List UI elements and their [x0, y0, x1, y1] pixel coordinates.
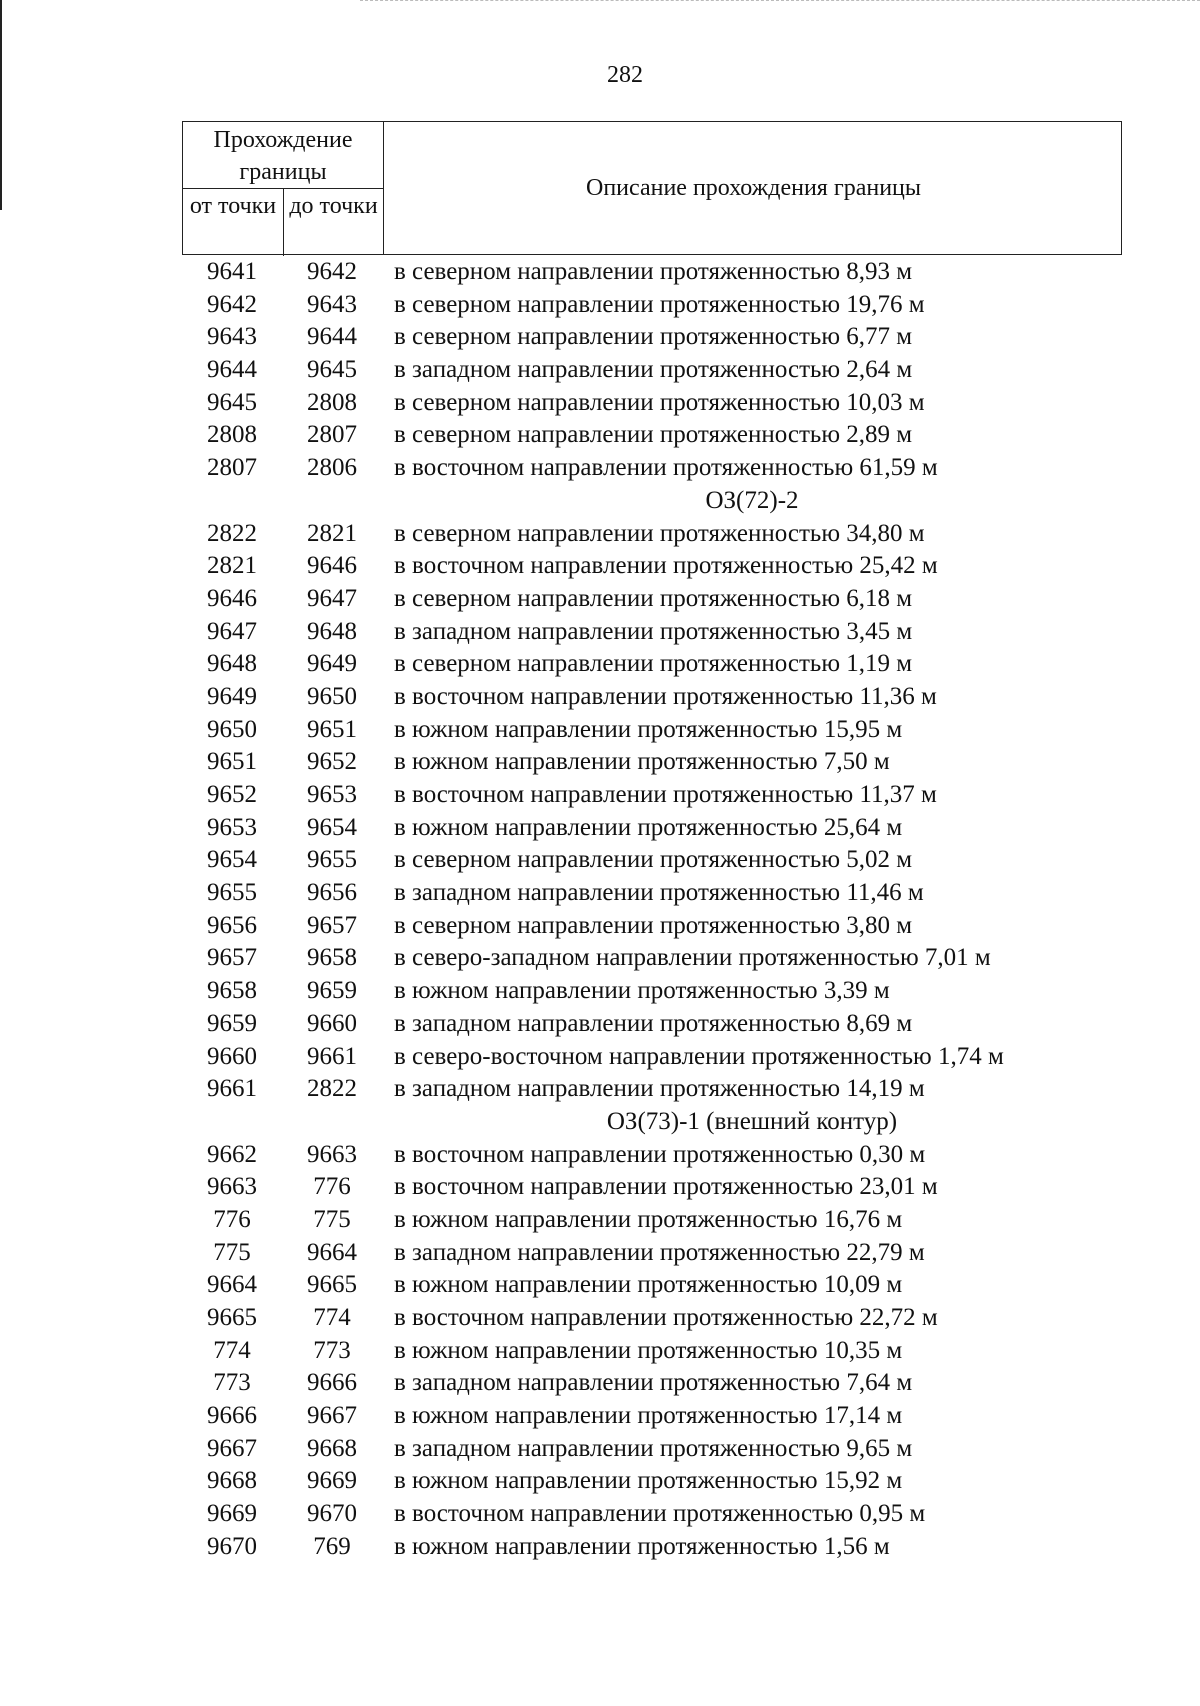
from-point: 9666: [207, 1402, 257, 1430]
description: в южном направлении протяженностью 15,92 м: [394, 1467, 903, 1495]
from-point: 9654: [207, 846, 257, 874]
to-point: 9652: [307, 748, 357, 776]
from-point: 9656: [207, 911, 257, 939]
description: в западном направлении протяженностью 7,64 м: [394, 1369, 913, 1397]
to-point: 9651: [307, 715, 357, 743]
from-point: 2822: [207, 519, 257, 547]
table-row: [182, 1465, 1182, 1498]
section-title: ОЗ(73)-1 (внешний контур): [606, 1107, 898, 1135]
table-row: [182, 387, 1182, 420]
table-row: [182, 1367, 1182, 1400]
to-point: 773: [313, 1336, 351, 1364]
description: в восточном направлении протяженностью 25,42 м: [394, 552, 938, 580]
description: в южном направлении протяженностью 3,39 м: [394, 977, 890, 1005]
to-point: 9663: [307, 1140, 357, 1168]
to-point: 9666: [307, 1369, 357, 1397]
table-row: [182, 616, 1182, 649]
to-point: 9661: [307, 1042, 357, 1070]
description: в южном направлении протяженностью 15,95 м: [394, 715, 903, 743]
from-point: 9669: [207, 1500, 257, 1528]
to-point: 9668: [307, 1434, 357, 1462]
to-point: 9649: [307, 650, 357, 678]
header-description: Описание прохождения границы: [585, 175, 921, 201]
boundary-table-body: [182, 256, 1182, 1564]
description: в северном направлении протяженностью 6,18 м: [394, 584, 913, 612]
from-point: 9655: [207, 879, 257, 907]
table-row: [182, 910, 1182, 943]
from-point: 9646: [207, 584, 257, 612]
section-heading-row: [182, 485, 1182, 518]
from-point: 9652: [207, 781, 257, 808]
description: в восточном направлении протяженностью 11,36 м: [394, 682, 937, 710]
to-point: 9656: [307, 879, 357, 907]
from-point: 9647: [207, 617, 257, 645]
description: в восточном направлении протяженностью 23,01 м: [394, 1173, 938, 1201]
table-row: [182, 877, 1182, 910]
description: в восточном направлении протяженностью 22,72 м: [394, 1304, 938, 1331]
table-row: [182, 289, 1182, 322]
table-row: [182, 746, 1182, 779]
to-point: 775: [313, 1205, 351, 1233]
from-point: 9660: [207, 1042, 257, 1070]
to-point: 9664: [307, 1238, 357, 1266]
description: в южном направлении протяженностью 25,64 м: [394, 813, 903, 841]
from-point: 9661: [207, 1075, 257, 1103]
table-row: [182, 1008, 1182, 1041]
description: в западном направлении протяженностью 22,79 м: [394, 1238, 925, 1266]
table-row: [182, 256, 1182, 289]
header-from-point: от точки: [189, 193, 277, 219]
table-row: [182, 812, 1182, 845]
table-row: [182, 1171, 1182, 1204]
description: в южном направлении протяженностью 1,56 м: [394, 1532, 890, 1560]
header-to-point: до точки: [289, 193, 378, 219]
table-row: [182, 1302, 1182, 1335]
table-row: [182, 550, 1182, 583]
table-row: [182, 583, 1182, 616]
description: в восточном направлении протяженностью 0,30 м: [394, 1140, 926, 1168]
description: в восточном направлении протяженностью 0,95 м: [394, 1500, 926, 1528]
description: в северном направлении протяженностью 34,80 м: [394, 519, 925, 547]
section-title: ОЗ(72)-2: [705, 486, 799, 514]
from-point: 9665: [207, 1304, 257, 1331]
description: в северном направлении протяженностью 19,76 м: [394, 290, 925, 318]
from-point: 9657: [207, 944, 257, 972]
to-point: 9645: [307, 356, 357, 384]
table-row: [182, 1139, 1182, 1172]
to-point: 9665: [307, 1271, 357, 1299]
to-point: 9660: [307, 1009, 357, 1037]
table-row: [182, 321, 1182, 354]
table-row: [182, 714, 1182, 747]
from-point: 9642: [207, 290, 257, 318]
description: в северном направлении протяженностью 8,93 м: [394, 258, 913, 285]
from-point: 9643: [207, 323, 257, 351]
description: в северном направлении протяженностью 1,19 м: [394, 650, 913, 678]
to-point: 9659: [307, 977, 357, 1005]
to-point: 2807: [307, 421, 357, 449]
description: в северном направлении протяженностью 3,80 м: [394, 911, 913, 939]
description: в северном направлении протяженностью 5,02 м: [394, 846, 913, 874]
to-point: 776: [313, 1173, 351, 1201]
to-point: 9670: [307, 1500, 357, 1528]
table-row: [182, 1400, 1182, 1433]
table-row: [182, 681, 1182, 714]
description: в северном направлении протяженностью 10,03 м: [394, 388, 925, 416]
table-row: [182, 844, 1182, 877]
to-point: 9647: [307, 584, 357, 612]
from-point: 9662: [207, 1140, 257, 1168]
table-row: [182, 1204, 1182, 1237]
description: в восточном направлении протяженностью 11,37 м: [394, 781, 937, 808]
from-point: 775: [213, 1238, 251, 1266]
header-divider: [183, 188, 383, 189]
scan-top-line: [360, 0, 1200, 1]
from-point: 9668: [207, 1467, 257, 1495]
to-point: 9658: [307, 944, 357, 972]
table-row: [182, 452, 1182, 485]
to-point: 9642: [307, 258, 357, 285]
from-point: 2808: [207, 421, 257, 449]
table-header: [182, 121, 1122, 255]
table-row: [182, 1237, 1182, 1270]
description: в южном направлении протяженностью 7,50 м: [394, 748, 890, 776]
from-point: 9648: [207, 650, 257, 678]
description: в западном направлении протяженностью 2,64 м: [394, 356, 913, 384]
page-number: 282: [607, 62, 643, 88]
to-point: 9654: [307, 813, 357, 841]
table-row: [182, 1498, 1182, 1531]
to-point: 2821: [307, 519, 357, 547]
description: в западном направлении протяженностью 3,45 м: [394, 617, 913, 645]
to-point: 9643: [307, 290, 357, 318]
table-row: [182, 518, 1182, 551]
table-row: [182, 1269, 1182, 1302]
from-point: 9641: [207, 258, 257, 285]
to-point: 9655: [307, 846, 357, 874]
from-point: 9653: [207, 813, 257, 841]
description: в западном направлении протяженностью 9,65 м: [394, 1434, 913, 1462]
description: в восточном направлении протяженностью 61,59 м: [394, 454, 938, 482]
to-point: 9667: [307, 1402, 357, 1430]
to-point: 2808: [307, 388, 357, 416]
from-point: 774: [213, 1336, 251, 1364]
to-point: 9650: [307, 682, 357, 710]
description: в северо-западном направлении протяженностью 7,01 м: [394, 944, 991, 972]
to-point: 9653: [307, 781, 357, 808]
from-point: 9649: [207, 682, 257, 710]
from-point: 773: [213, 1369, 251, 1397]
from-point: 2807: [207, 454, 257, 482]
description: в южном направлении протяженностью 17,14 м: [394, 1402, 903, 1430]
description: в южном направлении протяженностью 10,09 м: [394, 1271, 903, 1299]
description: в северном направлении протяженностью 6,77 м: [394, 323, 913, 351]
from-point: 776: [213, 1205, 251, 1233]
to-point: 2822: [307, 1075, 357, 1103]
to-point: 9646: [307, 552, 357, 580]
from-point: 9667: [207, 1434, 257, 1462]
table-row: [182, 942, 1182, 975]
table-row: [182, 1073, 1182, 1106]
table-row: [182, 354, 1182, 387]
table-row: [182, 419, 1182, 452]
to-point: 9644: [307, 323, 357, 351]
description: в северо-восточном направлении протяженностью 1,74 м: [394, 1042, 1004, 1070]
header-boundary-passage: Прохождение границы: [213, 127, 353, 185]
to-point: 9648: [307, 617, 357, 645]
from-point: 9658: [207, 977, 257, 1005]
from-point: 9651: [207, 748, 257, 776]
from-point: 9664: [207, 1271, 257, 1299]
description: в южном направлении протяженностью 10,35 м: [394, 1336, 903, 1364]
table-row: [182, 779, 1182, 812]
to-point: 774: [313, 1304, 351, 1331]
table-row: [182, 1531, 1182, 1564]
description: в западном направлении протяженностью 11,46 м: [394, 879, 924, 907]
description: в южном направлении протяженностью 16,76 м: [394, 1205, 903, 1233]
scan-edge-line: [0, 0, 2, 210]
description: в северном направлении протяженностью 2,89 м: [394, 421, 913, 449]
table-row: [182, 1041, 1182, 1074]
section-heading-row: [182, 1106, 1182, 1139]
from-point: 9663: [207, 1173, 257, 1201]
description: в западном направлении протяженностью 14,19 м: [394, 1075, 925, 1103]
from-point: 9650: [207, 715, 257, 743]
table-row: [182, 1433, 1182, 1466]
from-point: 9659: [207, 1009, 257, 1037]
table-row: [182, 648, 1182, 681]
to-point: 769: [313, 1532, 351, 1560]
to-point: 2806: [307, 454, 357, 482]
table-row: [182, 975, 1182, 1008]
to-point: 9657: [307, 911, 357, 939]
from-point: 2821: [207, 552, 257, 580]
table-row: [182, 1335, 1182, 1368]
from-point: 9645: [207, 388, 257, 416]
from-point: 9644: [207, 356, 257, 384]
description: в западном направлении протяженностью 8,69 м: [394, 1009, 913, 1037]
to-point: 9669: [307, 1467, 357, 1495]
from-point: 9670: [207, 1532, 257, 1560]
